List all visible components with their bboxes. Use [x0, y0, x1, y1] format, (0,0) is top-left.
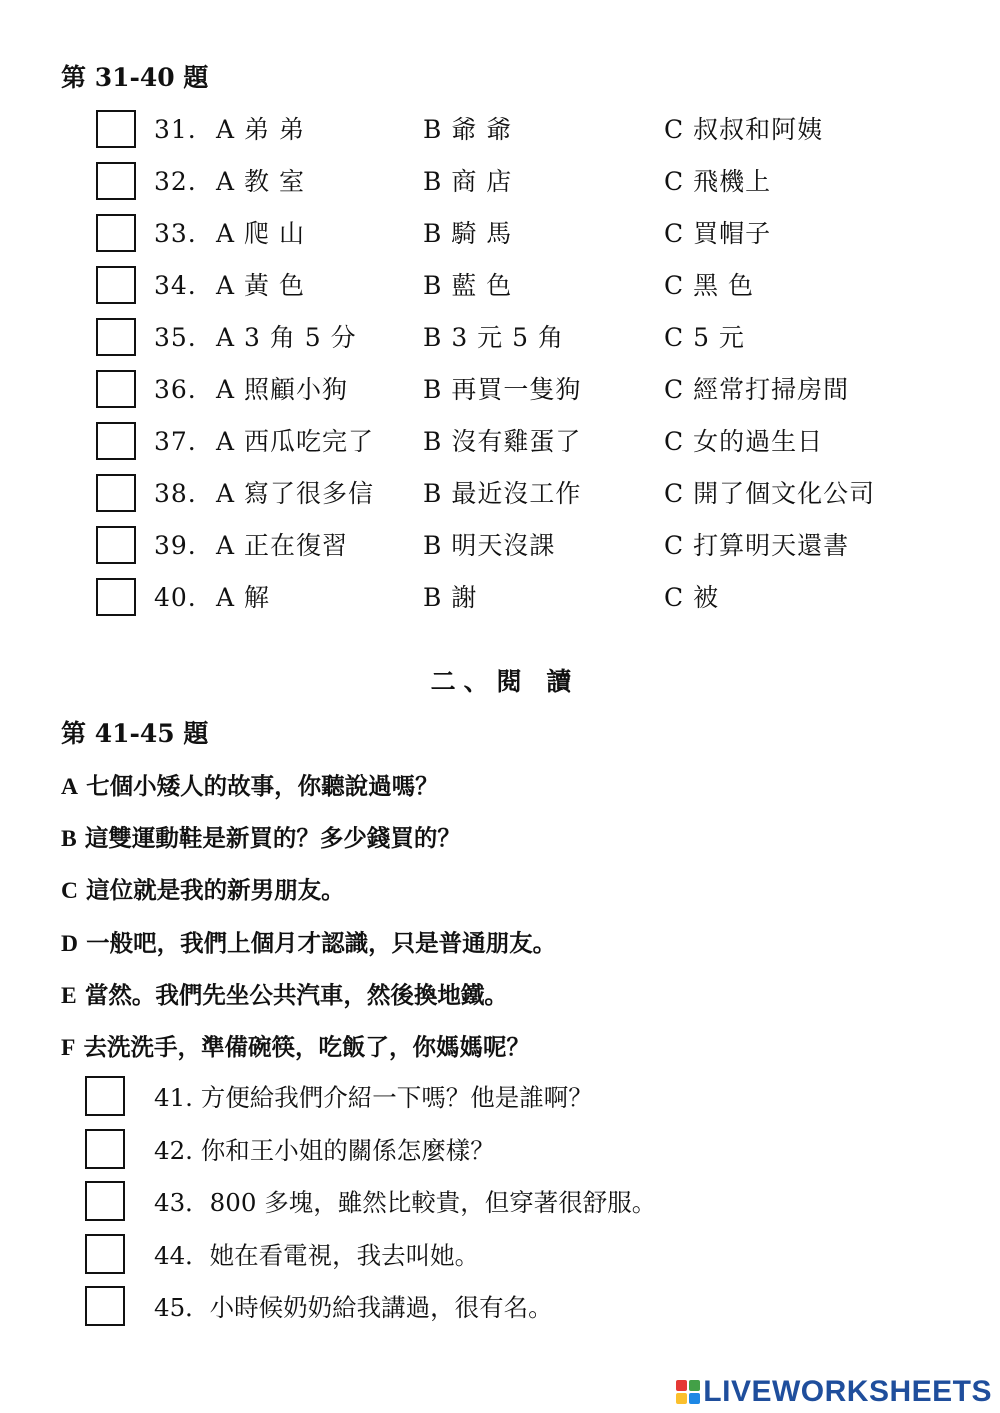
- statement-text: 這位就是我的新男朋友。: [86, 876, 345, 905]
- reading-question-row: [0, 1076, 1000, 1120]
- option-b: B 藍 色: [423, 271, 513, 300]
- option-c: C 叔叔和阿姨: [664, 115, 824, 144]
- option-a: A 照顧小狗: [216, 375, 349, 404]
- statement-letter: D: [61, 930, 78, 957]
- statement-option: [61, 1032, 530, 1063]
- answer-box[interactable]: [85, 1286, 125, 1326]
- question-row: [0, 370, 1000, 410]
- option-a: A 寫了很多信: [216, 479, 375, 508]
- answer-box[interactable]: [96, 162, 136, 200]
- option-a: A 教 室: [216, 167, 305, 196]
- option-b: B 最近沒工作: [423, 479, 582, 508]
- question-number: 36.: [154, 375, 197, 404]
- question-number: 35.: [154, 323, 197, 352]
- option-b: B 沒有雞蛋了: [423, 427, 582, 456]
- question-number: 40.: [154, 583, 197, 612]
- answer-box[interactable]: [96, 526, 136, 564]
- statement-option: [61, 928, 556, 959]
- statement-letter: C: [61, 878, 78, 905]
- question-number: 32.: [154, 167, 197, 196]
- statement-option: [61, 980, 508, 1011]
- question-number: 33.: [154, 219, 197, 248]
- option-a: A 弟 弟: [216, 115, 305, 144]
- answer-box[interactable]: [96, 578, 136, 616]
- question-row: [0, 422, 1000, 462]
- question-row: [0, 162, 1000, 202]
- option-b: B 騎 馬: [423, 219, 513, 248]
- statement-text: 當然。我們先坐公共汽車，然後換地鐵。: [84, 980, 508, 1009]
- answer-box[interactable]: [96, 474, 136, 512]
- question-row: [0, 474, 1000, 514]
- option-c: C 飛機上: [664, 167, 772, 196]
- question-number: 31.: [154, 115, 197, 144]
- question-row: [0, 214, 1000, 254]
- question-text: 43．800 多塊，雖然比較貴，但穿著很舒服。: [154, 1188, 657, 1217]
- question-number: 39.: [154, 531, 197, 560]
- question-row: [0, 266, 1000, 306]
- question-row: [0, 318, 1000, 358]
- option-c: C 買帽子: [664, 219, 772, 248]
- option-c: C 黑 色: [664, 271, 755, 300]
- question-number: 34.: [154, 271, 197, 300]
- answer-box[interactable]: [96, 110, 136, 148]
- statement-letter: B: [61, 826, 77, 853]
- answer-box[interactable]: [85, 1234, 125, 1274]
- question-number: 37.: [154, 427, 197, 456]
- question-row: [0, 110, 1000, 150]
- liveworksheets-logo-icon: [676, 1380, 700, 1404]
- question-text: 45．小時候奶奶給我講過，很有名。: [154, 1293, 553, 1322]
- option-a: A 爬 山: [216, 219, 305, 248]
- option-a: A 西瓜吃完了: [216, 427, 375, 456]
- answer-box[interactable]: [85, 1076, 125, 1116]
- reading-question-row: [0, 1234, 1000, 1278]
- part1-heading: 第 31-40 題: [61, 63, 209, 92]
- option-b: B 謝: [423, 583, 478, 612]
- liveworksheets-logo-text: LIVEWORKSHEETS: [703, 1375, 992, 1408]
- statement-letter: E: [61, 982, 77, 1009]
- statement-option: [61, 771, 439, 802]
- question-text: 41. 方便給我們介紹一下嗎？他是誰啊？: [154, 1083, 593, 1112]
- option-c: C 經常打掃房間: [664, 375, 850, 404]
- statement-text: 這雙運動鞋是新買的？多少錢買的？: [84, 824, 461, 853]
- reading-question-row: [0, 1129, 1000, 1173]
- statement-text: 去洗洗手，準備碗筷，吃飯了，你媽媽呢？: [83, 1033, 531, 1061]
- answer-box[interactable]: [96, 214, 136, 252]
- liveworksheets-logo: [676, 1375, 992, 1409]
- option-b: B 3 元 5 角: [423, 323, 564, 352]
- statement-letter: F: [61, 1035, 76, 1061]
- option-b: B 明天沒課: [423, 531, 556, 560]
- question-text: 42. 你和王小姐的關係怎麼樣？: [154, 1135, 495, 1165]
- answer-box[interactable]: [96, 318, 136, 356]
- reading-question-row: [0, 1286, 1000, 1330]
- option-c: C 開了個文化公司: [664, 479, 876, 508]
- statement-option: [61, 875, 345, 906]
- statement-option: [61, 823, 461, 854]
- answer-box[interactable]: [96, 370, 136, 408]
- reading-section-title: 二、閱 讀: [430, 667, 580, 696]
- answer-box[interactable]: [96, 266, 136, 304]
- option-b: B 商 店: [423, 167, 513, 196]
- option-a: A 黃 色: [216, 271, 305, 300]
- reading-question-row: [0, 1181, 1000, 1225]
- statement-letter: A: [61, 774, 78, 800]
- question-row: [0, 578, 1000, 618]
- answer-box[interactable]: [96, 422, 136, 460]
- option-a: A 解: [216, 583, 271, 612]
- statement-text: 七個小矮人的故事，你聽說過嗎？: [86, 772, 439, 800]
- option-b: B 爺 爺: [423, 115, 513, 144]
- option-a: A 正在復習: [216, 531, 349, 560]
- option-c: C 女的過生日: [664, 427, 824, 456]
- option-b: B 再買一隻狗: [423, 375, 582, 404]
- answer-box[interactable]: [85, 1181, 125, 1221]
- answer-box[interactable]: [85, 1129, 125, 1169]
- question-number: 38.: [154, 479, 197, 508]
- question-row: [0, 526, 1000, 566]
- option-a: A 3 角 5 分: [216, 323, 357, 352]
- option-c: C 打算明天還書: [664, 531, 850, 560]
- option-c: C 被: [664, 583, 720, 612]
- question-text: 44．她在看電視，我去叫她。: [154, 1240, 480, 1270]
- statement-text: 一般吧，我們上個月才認識，只是普通朋友。: [86, 928, 557, 957]
- reading-heading: 第 41-45 題: [61, 719, 209, 748]
- option-c: C 5 元: [664, 323, 745, 352]
